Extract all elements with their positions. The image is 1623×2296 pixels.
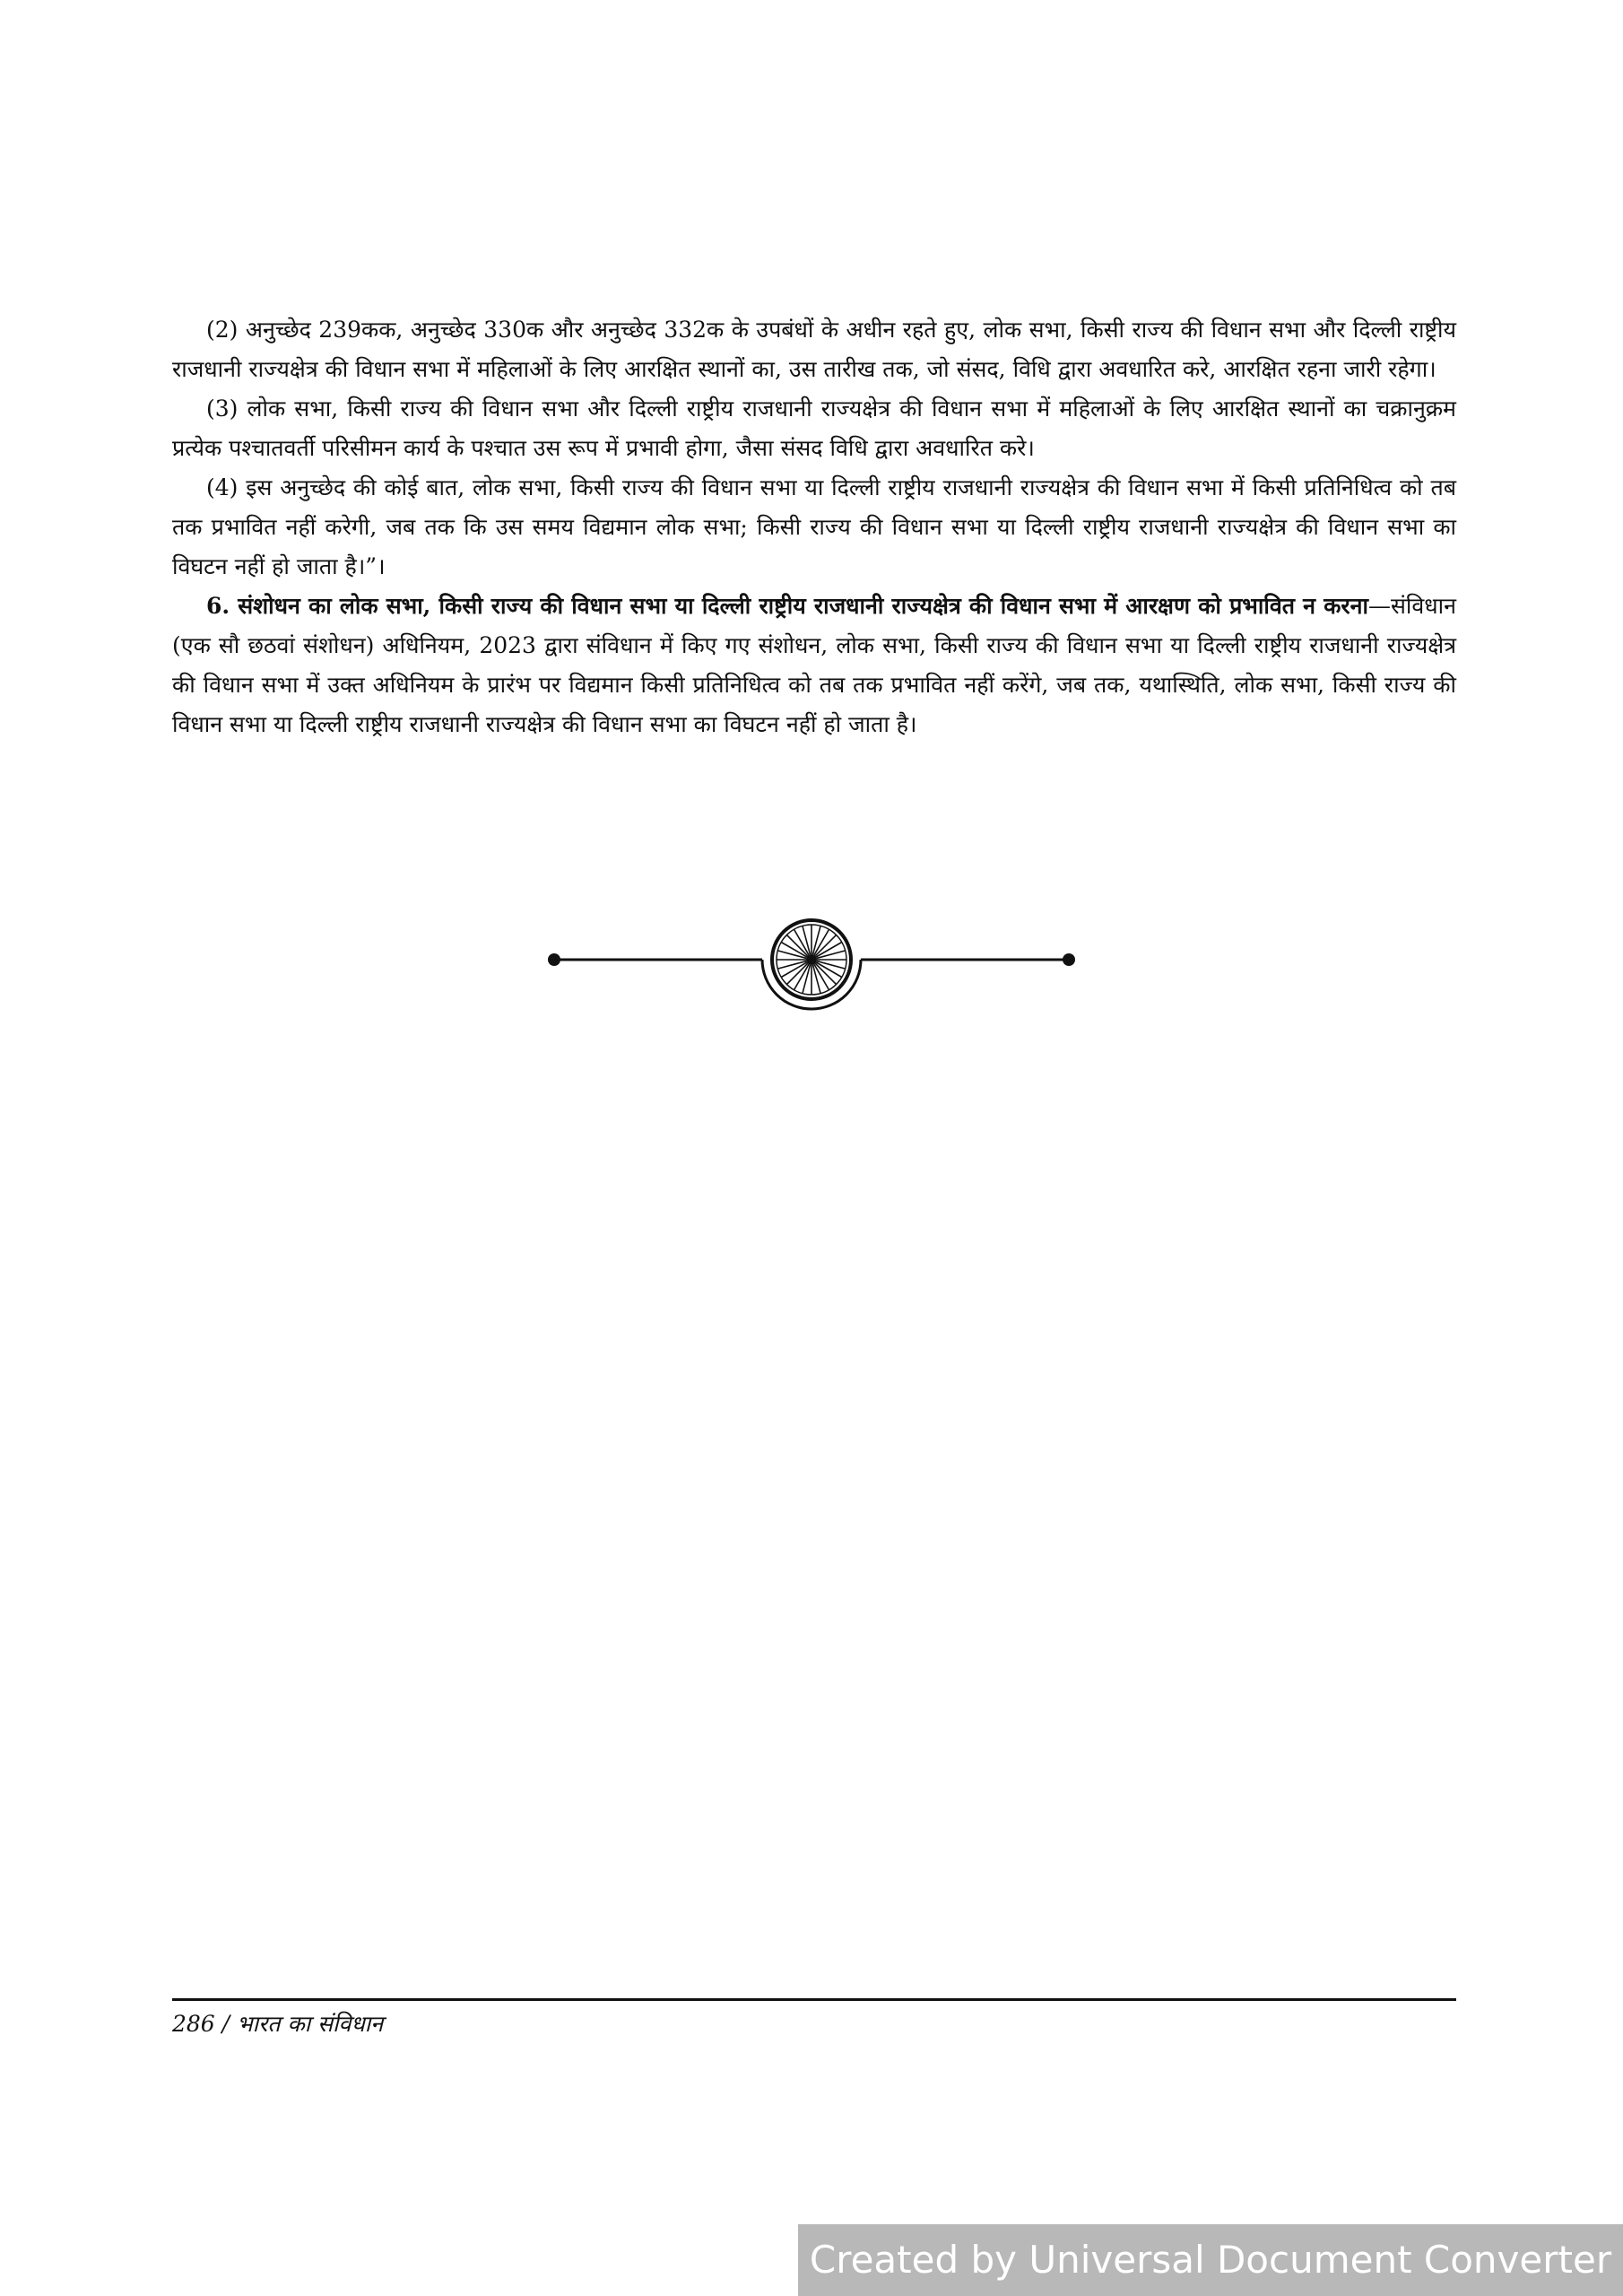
ashoka-chakra-icon bbox=[772, 920, 851, 999]
chakra-spoke bbox=[815, 963, 836, 984]
section-6-body: —संविधान (एक सौ छठवां संशोधन) अधिनियम, 2023 द्वारा संविधान में किए गए संशोधन, लोक सभा, किसी राज्य की विधान सभा या दिल्ली राष्ट्रीय राजधानी राज्यक्षेत्र की विधान सभा में उक्त अधिनियम के प्रारंभ पर विद्यमान किसी प्रतिनिधित्व को तब तक प्रभावित नहीं करेंगे, जब तक, यथास्थिति, लोक सभा, किसी राज्य की विधान सभा या दिल्ली राष्ट्रीय राजधानी राज्यक्षेत्र की विधान सभा का विघटन नहीं हो जाता है। bbox=[172, 593, 1456, 737]
paragraph-clause-2: (2) अनुच्छेद 239कक, अनुच्छेद 330क और अनुच्छेद 332क के उपबंधों के अधीन रहते हुए, लोक सभा, किसी राज्य की विधान सभा और दिल्ली राष्ट्रीय राजधानी राज्यक्षेत्र की विधान सभा में महिलाओं के लिए आरक्षित स्थानों का, उस तारीख तक, जो संसद, विधि द्वारा अवधारित करे, आरक्षित रहना जारी रहेगा। bbox=[172, 317, 1456, 382]
paragraph-section-6 bbox=[172, 587, 1456, 744]
ashoka-chakra-divider bbox=[538, 906, 1085, 1022]
chakra-spoke bbox=[786, 935, 807, 955]
chakra-spoke bbox=[786, 963, 807, 984]
document-body bbox=[172, 310, 1456, 744]
divider-dot-right bbox=[1063, 953, 1075, 966]
divider-dot-left bbox=[548, 953, 560, 966]
paragraph-clause-3: (3) लोक सभा, किसी राज्य की विधान सभा और दिल्ली राष्ट्रीय राजधानी राज्यक्षेत्र की विधान सभा में महिलाओं के लिए आरक्षित स्थानों का चक्रानुक्रम प्रत्येक पश्चातवर्ती परिसीमन कार्य के पश्चात उस रूप में प्रभावी होगा, जैसा संसद विधि द्वारा अवधारित करे। bbox=[172, 396, 1456, 461]
chakra-spoke bbox=[815, 935, 836, 955]
watermark-banner: Created by Universal Document Converter bbox=[798, 2224, 1623, 2296]
footer-rule bbox=[172, 1998, 1456, 2001]
paragraph-clause-4: (4) इस अनुच्छेद की कोई बात, लोक सभा, किसी राज्य की विधान सभा या दिल्ली राष्ट्रीय राजधानी राज्यक्षेत्र की विधान सभा में किसी प्रतिनिधित्व को तब तक प्रभावित नहीं करेगी, जब तक कि उस समय विद्यमान लोक सभा; किसी राज्य की विधान सभा या दिल्ली राष्ट्रीय राजधानी राज्यक्षेत्र की विधान सभा का विघटन नहीं हो जाता है।”। bbox=[172, 474, 1456, 579]
footer-page-label: 286 / भारत का संविधान bbox=[172, 2011, 384, 2037]
section-6-heading: 6. संशोधन का लोक सभा, किसी राज्य की विधान सभा या दिल्ली राष्ट्रीय राजधानी राज्यक्षेत्र की विधान सभा में आरक्षण को प्रभावित न करना bbox=[206, 593, 1368, 619]
